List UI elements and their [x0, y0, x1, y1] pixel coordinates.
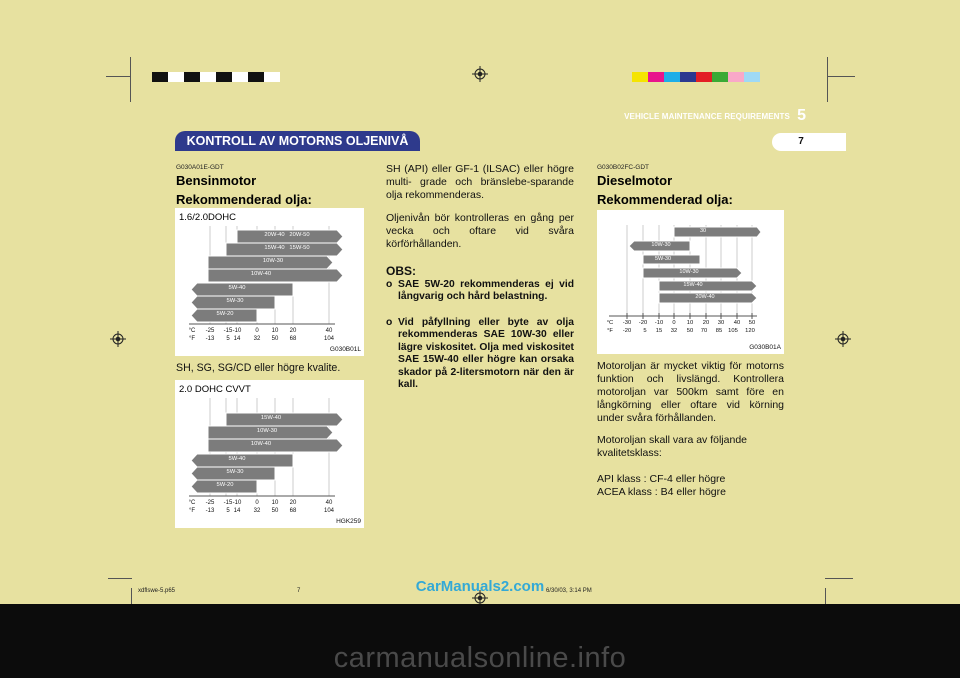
section-header — [175, 131, 420, 151]
axis-tick-label: -10 — [232, 500, 242, 506]
bar-label: 5W-30 — [226, 469, 244, 475]
axis-tick-label: -10 — [232, 328, 242, 334]
recommended-oil-heading: Rekommenderad olja: — [176, 192, 312, 207]
crop-mark — [827, 57, 828, 102]
registration-bar-color — [632, 69, 760, 79]
figure-code: HGK259 — [336, 518, 361, 525]
axis-tick-label: 15 — [655, 328, 663, 334]
registration-target-icon — [110, 331, 126, 347]
diesel-engine-heading: Dieselmotor — [597, 173, 673, 188]
footer-page-number: 7 — [297, 588, 301, 594]
bullet-marker: o — [386, 279, 393, 290]
bar-label: 10W-30 — [262, 258, 284, 264]
axis-tick-label: 68 — [289, 508, 297, 514]
axis-tick-label: -13 — [205, 336, 215, 342]
crop-mark — [130, 57, 131, 102]
figure-code: G030B01A — [749, 344, 781, 351]
axis-tick-label: °F — [188, 336, 196, 342]
chapter-strip — [596, 107, 810, 127]
section-code: G030A01E-GDT — [176, 164, 224, 171]
section-code: G030B02FC-GDT — [597, 164, 650, 171]
axis-tick-label: 104 — [323, 508, 335, 514]
footer-file-name: xdflswe-5.p65 — [138, 588, 176, 594]
bullet-marker: o — [386, 317, 393, 328]
recommended-oil-heading: Rekommenderad olja: — [597, 192, 733, 207]
axis-tick-label: -25 — [205, 500, 215, 506]
watermark-top: CarManuals2.com — [415, 578, 545, 595]
crop-mark — [106, 76, 130, 77]
axis-tick-label: °F — [607, 328, 613, 334]
axis-tick-label: °C — [606, 320, 614, 326]
axis-tick-label: -15 — [223, 328, 233, 334]
axis-tick-label: 32 — [670, 328, 678, 334]
axis-tick-label: 20 — [702, 320, 710, 326]
axis-tick-label: 70 — [700, 328, 708, 334]
axis-tick-label: 50 — [271, 508, 279, 514]
registration-target-icon — [472, 66, 488, 82]
axis-tick-label: 0 — [255, 328, 259, 334]
registration-bar-black — [152, 69, 280, 79]
obs-heading: OBS: — [386, 264, 416, 278]
bar-label: 10W-30 — [679, 269, 699, 275]
chart-title: 2.0 DOHC CVVT — [179, 384, 251, 395]
axis-tick-label: 32 — [253, 508, 261, 514]
axis-tick-label: 14 — [233, 508, 241, 514]
axis-tick-label: °F — [188, 508, 196, 514]
bar-label: 5W-30 — [654, 256, 672, 262]
axis-tick-label: 0 — [255, 500, 259, 506]
section-title: KONTROLL AV MOTORNS OLJENIVÅ — [186, 134, 409, 148]
bar-label: 5W-30 — [226, 298, 244, 304]
bar-label: 30 — [699, 228, 707, 234]
axis-tick-label: -20 — [622, 328, 632, 334]
axis-tick-label: °C — [188, 500, 196, 506]
obs-item-1 — [386, 279, 574, 304]
chapter-label: VEHICLE MAINTENANCE REQUIREMENTS — [624, 112, 790, 121]
motor-oil-paragraph: Motoroljan är mycket viktig för motorns funktion och livslängd. Kontrollera motoroljan var 500km samt före en långkörning eller oftare vid körning under svåra förhållanden. — [597, 360, 784, 425]
bar-label: 5W-40 — [228, 285, 246, 291]
page-number-tab — [772, 133, 846, 151]
quality-text: SH, SG, SG/CD eller högre kvalite. — [176, 362, 341, 374]
bar-label: 15W-40 — [260, 415, 282, 421]
figure-code: G030B01L — [329, 346, 361, 353]
bar-label: 5W-20 — [216, 311, 234, 317]
axis-tick-label: 5 — [643, 328, 647, 334]
bar-label: 5W-20 — [216, 482, 234, 488]
oil-check-paragraph: Oljenivån bör kontrolleras en gång per vecka och oftare vid svåra körförhållanden. — [386, 212, 574, 251]
gasoline-engine-heading: Bensinmotor — [176, 173, 257, 188]
axis-tick-label: 10 — [271, 328, 279, 334]
axis-tick-label: 14 — [233, 336, 241, 342]
axis-tick-label: 85 — [715, 328, 723, 334]
bar-label: 15W-40 — [683, 282, 703, 288]
registration-target-icon — [835, 331, 851, 347]
bar-label: 10W-30 — [651, 242, 671, 248]
viscosity-chart-diesel — [597, 210, 784, 354]
axis-tick-label: 120 — [745, 328, 755, 334]
axis-tick-label: -25 — [205, 328, 215, 334]
axis-tick-label: 30 — [717, 320, 725, 326]
viscosity-chart-2.0-dohc-cvvt — [175, 380, 364, 528]
axis-tick-label: 50 — [271, 336, 279, 342]
watermark-bottom: carmanualsonline.info — [333, 642, 627, 674]
axis-tick-label: 50 — [748, 320, 756, 326]
axis-tick-label: 5 — [226, 336, 230, 342]
axis-tick-label: 50 — [686, 328, 694, 334]
bar-label: 10W-40 — [250, 271, 272, 277]
obs-item-text: Vid påfyllning eller byte av olja rekommenderas SAE 10W-30 eller lägre viskositet. Olja med viskositet SAE 15W-40 eller högre kan orsaka skador på 2-litersmotorn när den är kall. — [398, 317, 574, 391]
bar-label: 10W-40 — [250, 441, 272, 447]
bar-label: 10W-30 — [256, 428, 278, 434]
chapter-number: 5 — [797, 107, 806, 124]
axis-tick-label: 40 — [325, 500, 333, 506]
axis-tick-label: °C — [188, 328, 196, 334]
quality-class-paragraph: Motoroljan skall vara av följande kvalitetsklass: — [597, 434, 747, 460]
page-number: 7 — [798, 136, 804, 147]
axis-tick-label: 104 — [323, 336, 335, 342]
axis-tick-label: -10 — [654, 320, 664, 326]
axis-tick-label: -30 — [622, 320, 632, 326]
crop-mark — [827, 76, 855, 77]
axis-tick-label: 20 — [289, 500, 297, 506]
bar-label: 20W-40 20W-50 — [264, 232, 310, 238]
axis-tick-label: 40 — [325, 328, 333, 334]
obs-item-2 — [386, 317, 574, 391]
chart-title: 1.6/2.0DOHC — [179, 212, 237, 223]
obs-item-text: SAE 5W-20 rekommenderas ej vid långvarig och hård belastning. — [398, 279, 574, 303]
axis-tick-label: -13 — [205, 508, 215, 514]
axis-tick-label: 0 — [672, 320, 676, 326]
axis-tick-label: 5 — [226, 508, 230, 514]
viscosity-chart-1.6-2.0-dohc — [175, 208, 364, 356]
api-class-line: API klass : CF-4 eller högre — [597, 473, 726, 485]
axis-tick-label: 10 — [686, 320, 694, 326]
axis-tick-label: 10 — [271, 500, 279, 506]
api-paragraph: SH (API) eller GF-1 (ILSAC) eller högre multi- grade och bränslebe-sparande olja rekommenderas. — [386, 163, 574, 202]
axis-tick-label: 40 — [733, 320, 741, 326]
axis-tick-label: 105 — [728, 328, 738, 334]
acea-class-line: ACEA klass : B4 eller högre — [597, 486, 726, 498]
axis-tick-label: -20 — [638, 320, 648, 326]
bar-label: 20W-40 — [695, 294, 715, 300]
footer-date: 6/30/03, 3:14 PM — [546, 588, 592, 594]
axis-tick-label: -15 — [223, 500, 233, 506]
axis-tick-label: 32 — [253, 336, 261, 342]
bar-label: 15W-40 15W-50 — [264, 245, 310, 251]
axis-tick-label: 68 — [289, 336, 297, 342]
bar-label: 5W-40 — [228, 456, 246, 462]
axis-tick-label: 20 — [289, 328, 297, 334]
